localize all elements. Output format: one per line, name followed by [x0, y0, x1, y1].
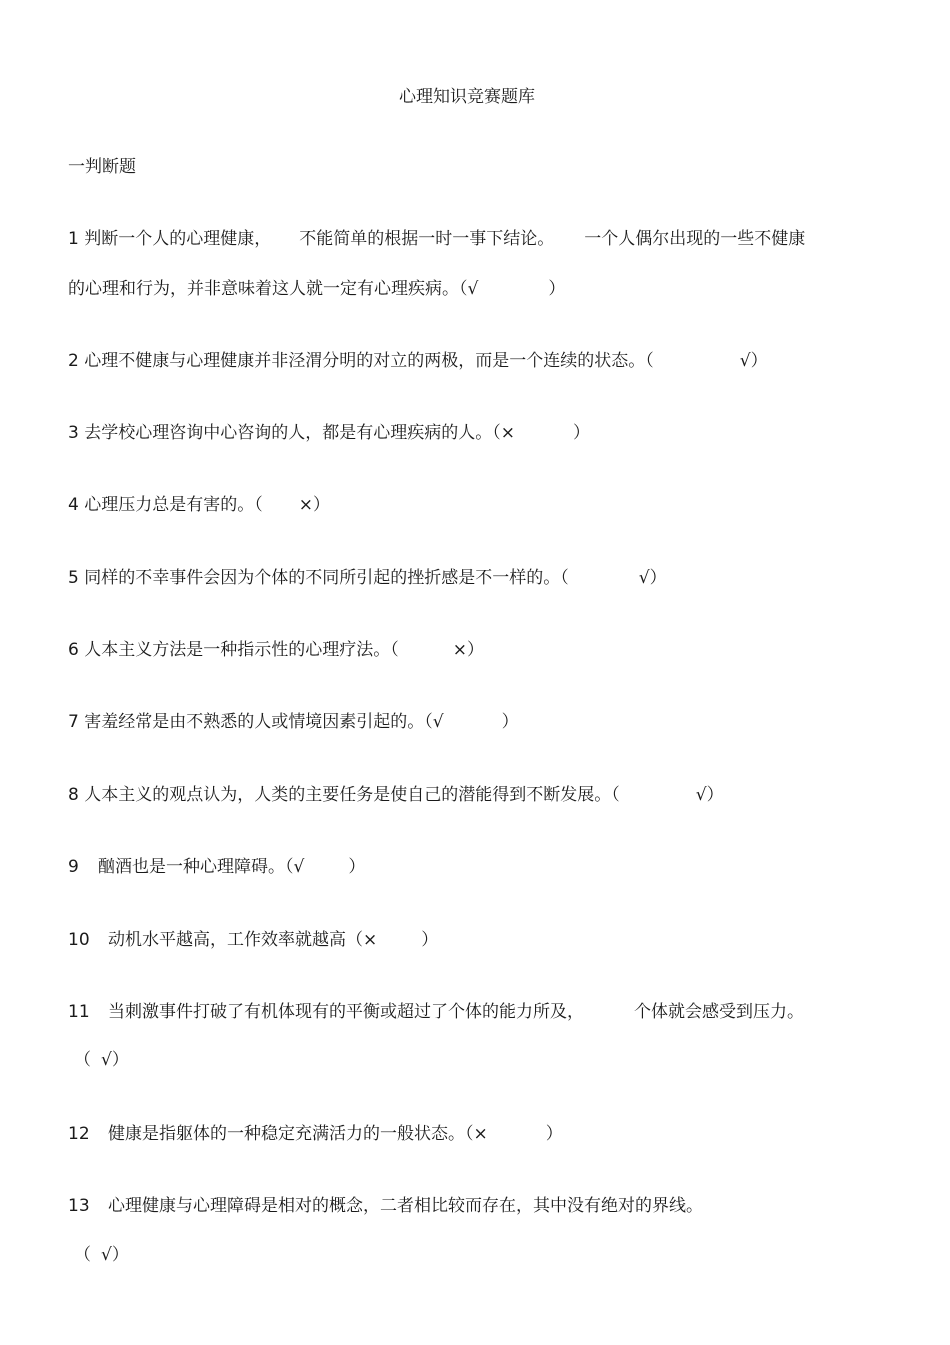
- answer-mark: ×）: [298, 495, 330, 515]
- question-number: 3: [68, 423, 79, 443]
- section-heading: 一判断题: [68, 157, 136, 177]
- question-number: 1: [68, 229, 79, 249]
- question-text: 判断一个人的心理健康，: [84, 229, 272, 249]
- question-text: 酗酒也是一种心理障碍。（√: [98, 857, 305, 877]
- question-number: 11: [68, 1002, 90, 1022]
- question-text: 人本主义的观点认为，人类的主要任务是使自己的潜能得到不断发展。（: [84, 785, 620, 805]
- question-number: 4: [68, 495, 79, 515]
- question-11-line-2: [74, 1047, 129, 1073]
- answer-mark: √）: [101, 1245, 129, 1265]
- question-number: 7: [68, 712, 79, 732]
- answer-mark: ×）: [452, 640, 484, 660]
- question-number: 9: [68, 857, 79, 877]
- question-6: [68, 637, 484, 663]
- question-number: 8: [68, 785, 79, 805]
- question-13-line-1: [68, 1193, 703, 1219]
- question-text: 动机水平越高，工作效率就越高（×: [108, 930, 378, 950]
- question-text: 不能简单的根据一时一事下结论。: [299, 229, 555, 249]
- answer-open-paren: （: [74, 1050, 91, 1070]
- answer-mark: ）: [545, 1124, 563, 1144]
- answer-mark: √）: [739, 351, 768, 371]
- question-text: 去学校心理咨询中心咨询的人，都是有心理疾病的人。（×: [84, 423, 515, 443]
- question-text: 心理压力总是有害的。（: [84, 495, 263, 515]
- question-number: 12: [68, 1124, 90, 1144]
- question-1-line-1: [68, 226, 805, 252]
- question-9: [68, 854, 365, 880]
- page-title: 心理知识竞赛题库: [399, 87, 535, 107]
- question-12: [68, 1121, 563, 1147]
- question-text: 心理不健康与心理健康并非泾渭分明的对立的两极，而是一个连续的状态。（: [84, 351, 654, 371]
- question-number: 6: [68, 640, 79, 660]
- answer-mark: ）: [421, 930, 439, 950]
- question-text: 同样的不幸事件会因为个体的不同所引起的挫折感是不一样的。（: [84, 568, 569, 588]
- question-5: [68, 565, 667, 591]
- question-text: 人本主义方法是一种指示性的心理疗法。（: [84, 640, 399, 660]
- answer-mark: √）: [695, 785, 724, 805]
- answer-mark: ）: [548, 279, 566, 299]
- question-number: 13: [68, 1196, 90, 1216]
- question-11-line-1: [68, 999, 804, 1025]
- answer-mark: √）: [101, 1050, 129, 1070]
- question-10: [68, 927, 438, 953]
- question-7: [68, 709, 519, 735]
- answer-mark: ）: [572, 423, 590, 443]
- question-number: 10: [68, 930, 90, 950]
- question-text: 的心理和行为，并非意味着这人就一定有心理疾病。（√: [68, 279, 479, 299]
- question-number: 2: [68, 351, 79, 371]
- answer-mark: √）: [638, 568, 667, 588]
- question-13-line-2: [74, 1242, 129, 1268]
- question-1-line-2: [68, 276, 565, 302]
- question-text: 一个人偶尔出现的一些不健康: [584, 229, 806, 249]
- question-text: 健康是指躯体的一种稳定充满活力的一般状态。（×: [108, 1124, 488, 1144]
- question-number: 5: [68, 568, 79, 588]
- question-4: [68, 492, 330, 518]
- question-text: 当刺激事件打破了有机体现有的平衡或超过了个体的能力所及，: [108, 1002, 584, 1022]
- question-text: 个体就会感受到压力。: [634, 1002, 804, 1022]
- question-3: [68, 420, 590, 446]
- question-text: 心理健康与心理障碍是相对的概念，二者相比较而存在，其中没有绝对的界线。: [108, 1196, 703, 1216]
- question-8: [68, 782, 724, 808]
- answer-mark: ）: [501, 712, 519, 732]
- question-text: 害羞经常是由不熟悉的人或情境因素引起的。（√: [84, 712, 444, 732]
- answer-open-paren: （: [74, 1245, 91, 1265]
- question-2: [68, 348, 768, 374]
- answer-mark: ）: [348, 857, 366, 877]
